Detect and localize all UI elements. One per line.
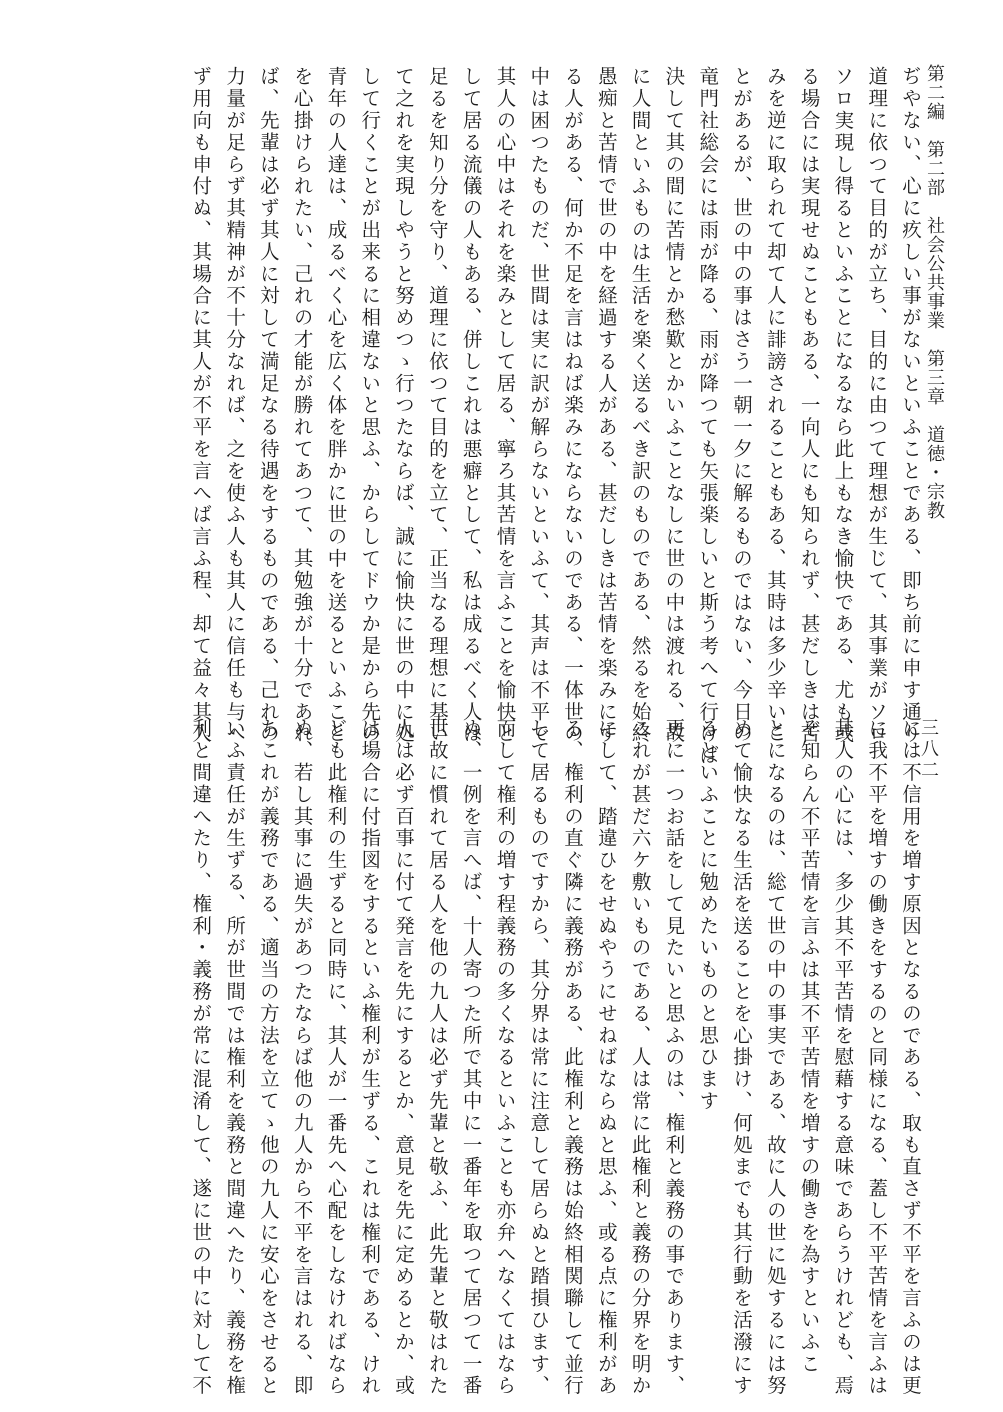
text-line: とがあるが、世の中の事はさう一朝一夕に解るものではない、今日の xyxy=(730,66,754,745)
text-line: て之れを実現しやうと努めつゝ行つたならば、誠に愉快に世の中に処 xyxy=(392,66,416,745)
text-line: 青年の人達は、成るべく心を広く体を胖かに世の中を送るといふこと xyxy=(324,66,348,745)
text-line: みを逆に取られて却て人に誹謗されることもある、其時は多少辛いこ xyxy=(763,66,787,745)
text-line: とになるのは、総て世の中の事実である、故に人の世に処するには努 xyxy=(763,718,787,1397)
text-line: して居る流儀の人もある、併しこれは悪癖として、私は成るべく人は xyxy=(459,66,483,745)
text-line: 道理に依つて目的が立ち、目的に由つて理想が生じて、其事業がソロ xyxy=(865,66,889,745)
text-line: ぞ知らん不平苦情を言ふは其不平苦情を増すの働きを為すといふこ xyxy=(797,718,821,1375)
text-line: る場合には実現せぬこともある、一向人にも知られず、甚だしきは苦 xyxy=(797,66,821,745)
upper-text-block xyxy=(183,66,927,767)
text-line: るといふことに勉めたいものと思ひます xyxy=(696,718,720,1113)
text-line: 愚痴と苦情で世の中を経過する人がある、甚だしきは苦情を楽みにす xyxy=(594,66,618,745)
text-line: 而して権利の増す程義務の多くなるといふことも亦弁へなくてはなら xyxy=(493,718,517,1397)
text-line: にして、踏違ひをせぬやうにせねばならぬと思ふ、或る点に権利があ xyxy=(594,718,618,1397)
text-line: ば、先輩は必ず其人に対して満足なる待遇をするものである、己れの xyxy=(256,66,280,745)
text-line: して居るものですから、其分界は常に注意して居らぬと踏損ひます、 xyxy=(527,718,551,1397)
text-line: ぢやない、心に疚しい事がないといふことである、即ち前に申す通り xyxy=(899,66,922,745)
text-line: ソロ実現し得るといふことになるなら此上もなき愉快である、尤も或 xyxy=(831,66,855,745)
text-line: ども此権利の生ずると同時に、其人が一番先へ心配をしなければなら xyxy=(324,718,348,1397)
running-header: 第二編 第二部 社会公共事業 第三章 道徳・宗教 xyxy=(924,64,945,520)
text-line: には不信用を増す原因となるのである、取も直さず不平を言ふのは更 xyxy=(899,718,922,1397)
text-line: 足るを知り分を守り、道理に依つて目的を立て、正当なる理想に基い xyxy=(425,66,449,745)
text-line: 其人の心中はそれを楽みとして居る、寧ろ其苦情を言ふことを愉快と xyxy=(493,66,517,745)
page-number: 三八二 xyxy=(918,718,939,781)
text-line: いふ責任が生ずる、所が世間では権利を義務と間違へたり、義務を権 xyxy=(223,718,247,1397)
text-line: 中は困つたものだ、世間は実に訳が解らないといふて、其声は不平で xyxy=(527,66,551,745)
text-line: を心掛けられたい、己れの才能が勝れてあつて、其勉強が十分であれ xyxy=(290,66,314,745)
text-line: ちこれが義務である、適当の方法を立てゝ他の九人に安心をさせると xyxy=(256,718,280,1397)
text-line: ぬ、一例を言へば、十人寄つた所で其中に一番年を取つて居つて一番 xyxy=(459,718,483,1397)
text-line: に我不平を増すの働きをするのと同様になる、蓋し不平苦情を言ふは xyxy=(865,718,889,1397)
text-line: これが甚だ六ケ敷いものである、人は常に此権利と義務の分界を明か xyxy=(628,718,652,1397)
text-line: ず用向も申付ぬ、其場合に其人が不平を言へば言ふ程、却て益々其人 xyxy=(189,66,213,745)
lower-text-block xyxy=(183,718,927,1397)
text-line: 力量が足らず其精神が不十分なれば、之を使ふ人も其人に信任も与へ xyxy=(223,66,247,745)
text-line: る、権利の直ぐ隣に義務がある、此権利と義務は始終相関聯して並行 xyxy=(561,718,585,1397)
text-line: 世故に慣れて居る人を他の九人は必ず先輩と敬ふ、此先輩と敬はれた xyxy=(425,718,449,1397)
text-line: る人がある、何か不足を言はねば楽みにならないのである、一体世の xyxy=(561,66,585,745)
text-line: 決して其の間に苦情とか愁歎とかいふことなしに世の中は渡れる、故 xyxy=(662,66,686,745)
text-line: 人は必ず百事に付て発言を先にするとか、意見を先に定めるとか、或 xyxy=(392,718,416,1397)
text-line: して行くことが出来るに相違ないと思ふ、からしてドウか是から先の xyxy=(358,66,382,745)
text-line: に人間といふものは生活を楽く送るべき訳のものである、然るを始終 xyxy=(628,66,652,745)
text-line: 其人の心には、多少其不平苦情を慰藉する意味であらうけれども、焉 xyxy=(831,718,855,1397)
text-line: ぬ、若し其事に過失があつたならば他の九人から不平を言はれる、即 xyxy=(290,718,314,1397)
text-line: 更に一つお話をして見たいと思ふのは、権利と義務の事であります、 xyxy=(662,718,686,1397)
text-line: 竜門社総会には雨が降る、雨が降つても矢張楽しいと斯う考へて行けば xyxy=(696,66,720,767)
text-line: は場合に付指図をするといふ権利が生ずる、これは権利である、けれ xyxy=(358,718,382,1397)
text-line: めて愉快なる生活を送ることを心掛け、何処までも其行動を活潑にす xyxy=(730,718,754,1397)
text-line: 利と間違へたり、権利・義務が常に混淆して、遂に世の中に対して不 xyxy=(189,718,213,1397)
